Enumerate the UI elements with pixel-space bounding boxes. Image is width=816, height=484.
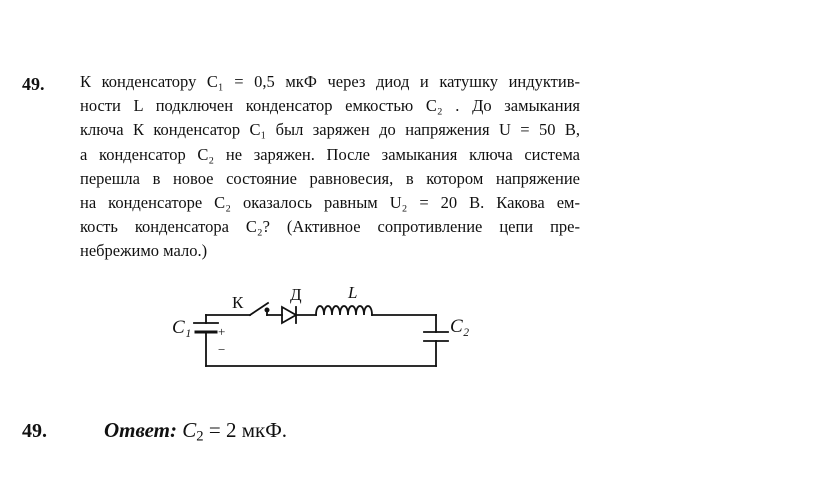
problem-line-3: ключа К конденсатор C₁ был заряжен до напряжения U = 50 В, [80,120,580,140]
label-diode: Д [290,285,302,304]
label-key: К [232,293,244,312]
answer-label: Ответ: [104,418,177,442]
label-c1: C₁ [172,317,192,338]
answer-value [182,418,288,445]
label-plus: + [218,324,226,339]
diode-icon [282,307,296,323]
circuit-diagram [170,278,480,378]
problem-line-7: кость конденсатора C₂? (Активное сопротивление цепи пре- [80,217,580,237]
problem-line-8: небрежимо мало.) [80,241,208,261]
label-inductor: L [348,283,358,302]
problem-line-5: перешла в новое состояние равновесия, в котором напряжение [80,168,580,188]
problem-line-4: а конденсатор C₂ не заряжен. После замыкания ключа система [80,144,580,164]
problem-number: 49. [22,74,45,94]
label-minus: − [218,342,226,357]
answer-subscript: 2 [196,428,204,445]
problem-text [80,70,580,264]
problem-line-6: на конденсаторе C₂ оказалось равным U₂ = 20 В. Какова ем- [80,193,580,213]
problem-line-2: ности L подключен конденсатор емкостью C₂ . До замыкания [80,96,580,116]
inductor-icon [316,306,372,315]
answer-line [104,418,287,446]
answer-value-text: = 2 мкФ. [208,418,288,442]
problem-line-1: К конденсатору C₁ = 0,5 мкФ через диод и катушку индуктив- [80,72,580,91]
answer-number: 49. [22,420,47,442]
answer-symbol: C [182,418,197,442]
label-c2: C₂ [450,316,470,337]
